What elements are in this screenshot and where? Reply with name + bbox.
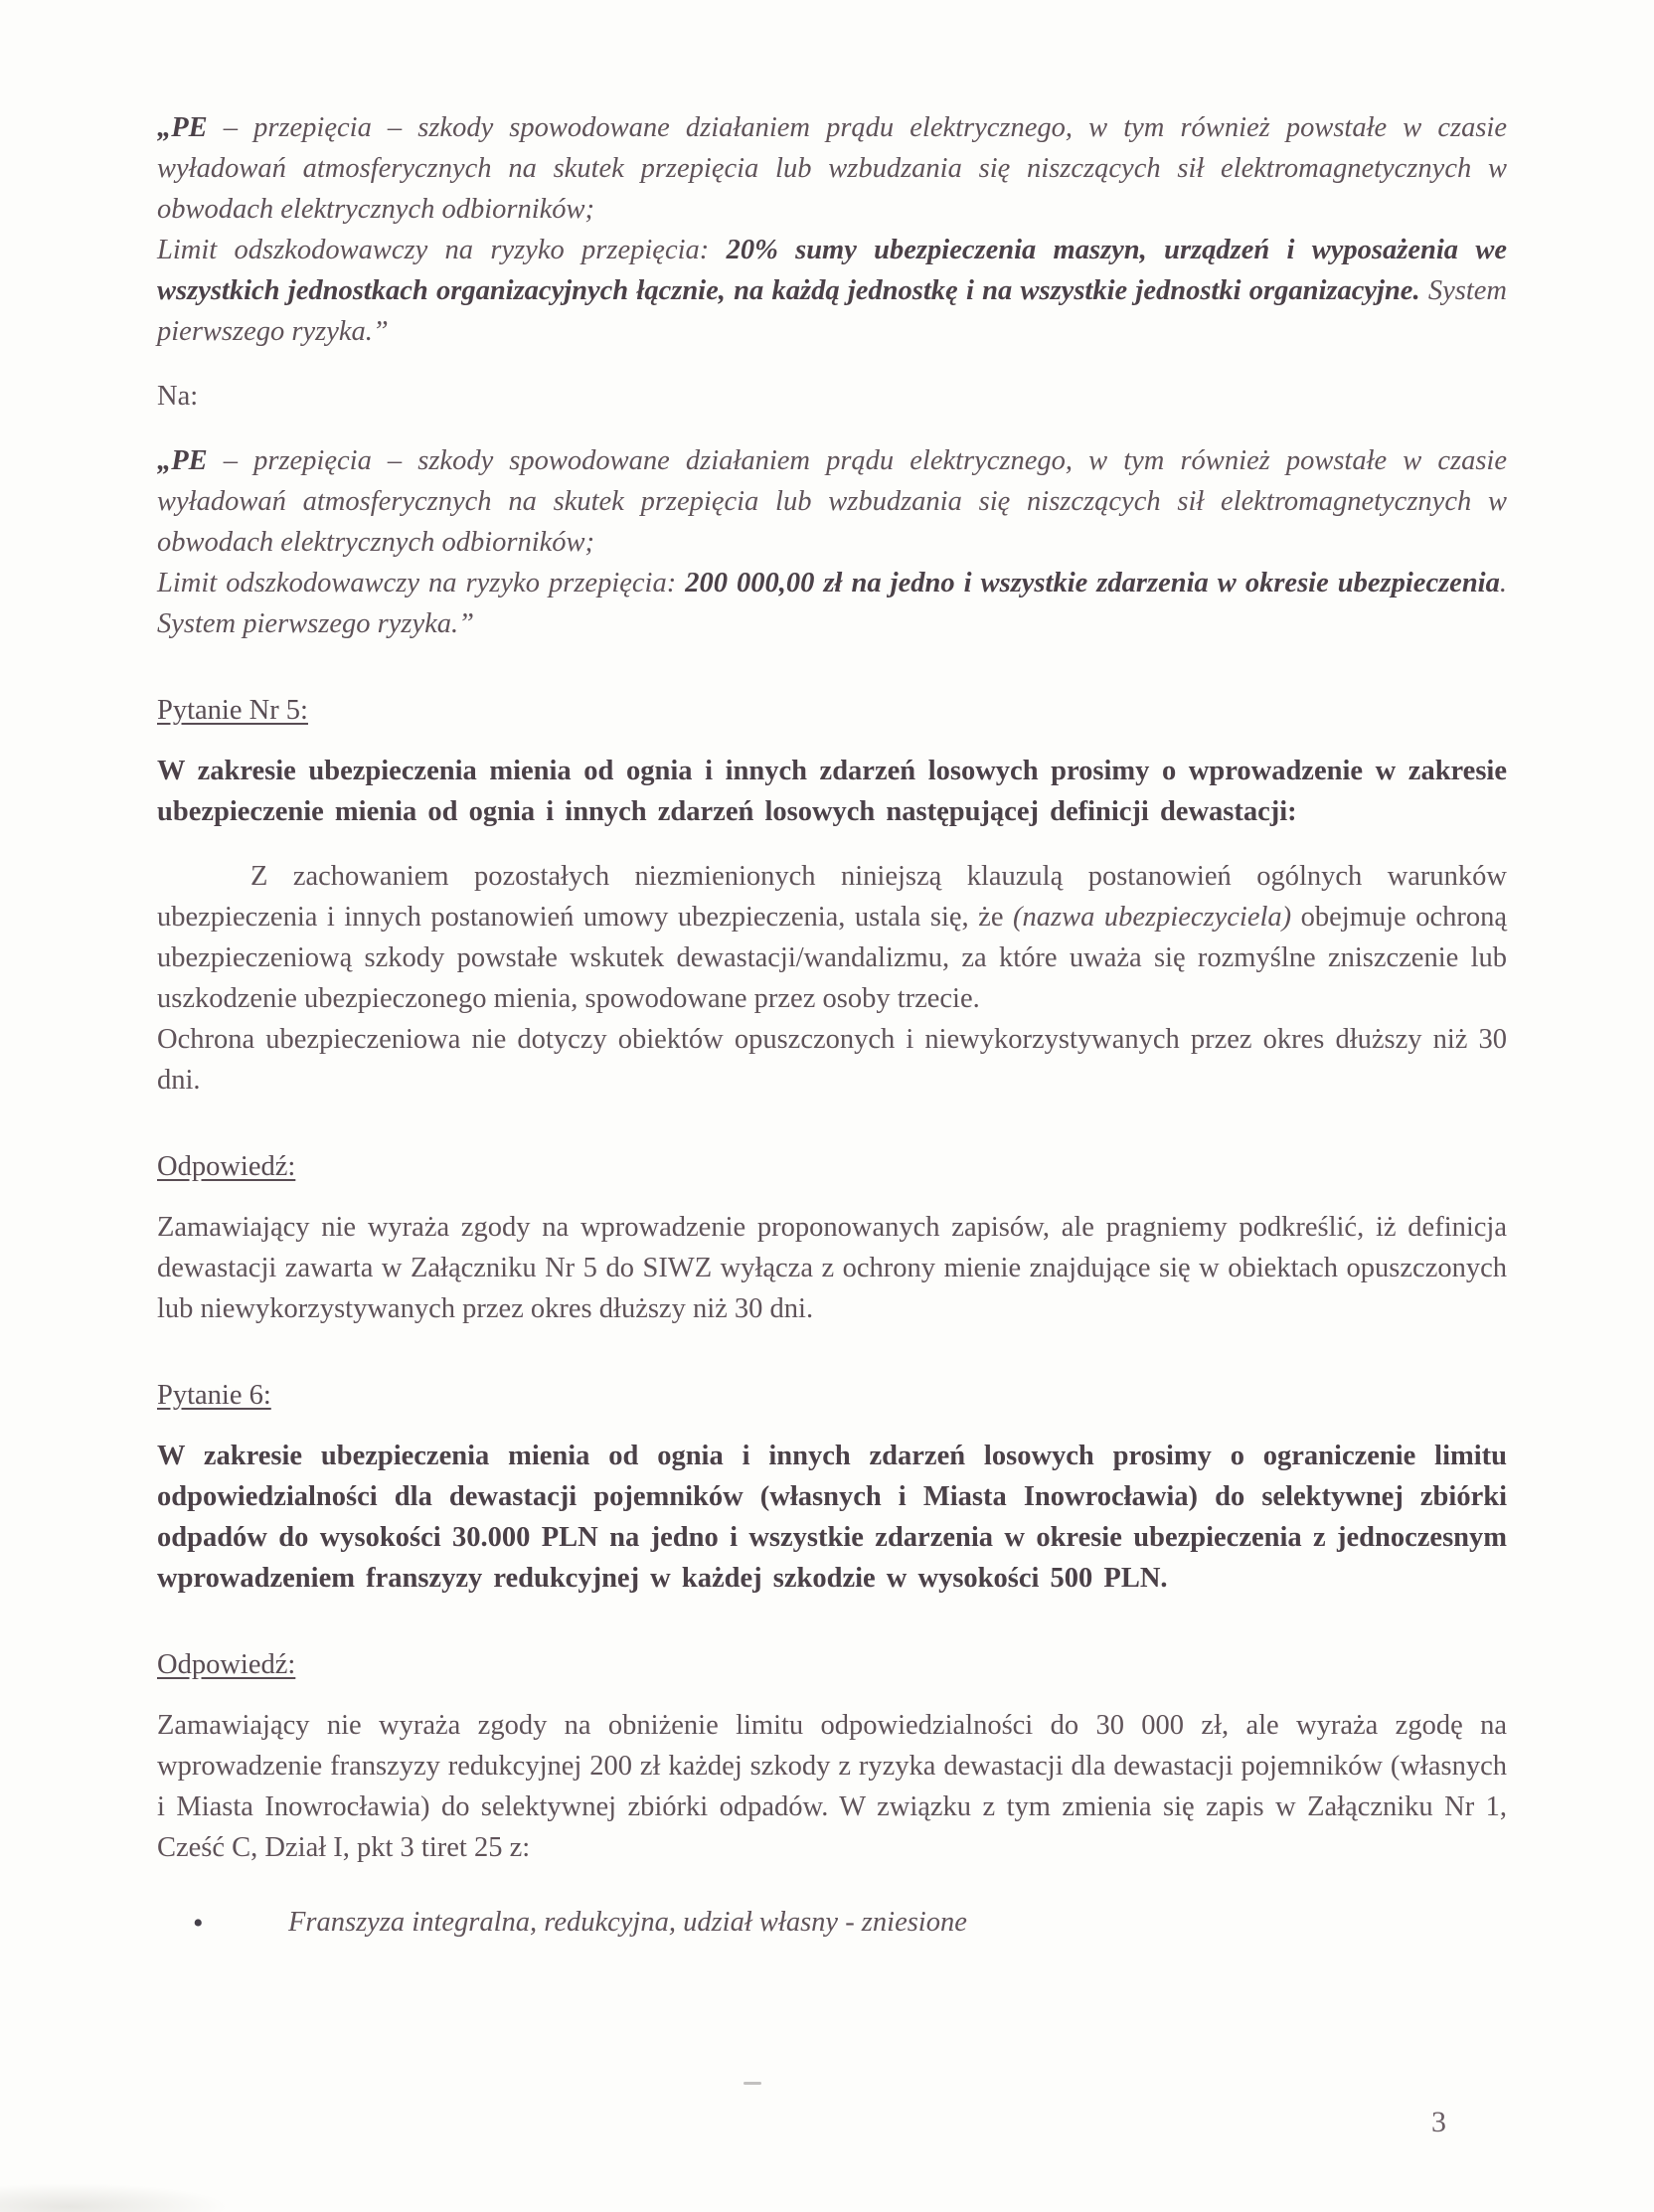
scan-artifact-dash [744, 2082, 761, 2085]
question5-definition [157, 856, 1507, 1019]
bullet-text: Franszyza integralna, redukcyjna, udział własny - zniesione [288, 1907, 967, 1938]
replace-label: Na: [157, 381, 199, 412]
bullet-icon: • [193, 1907, 204, 1940]
question5-definition-note: Ochrona ubezpieczeniowa nie dotyczy obiektów opuszczonych i niewykorzystywanych przez okres dłuższy niż 30 dni. [157, 1024, 1507, 1096]
quote-new-lead: „PE [157, 445, 208, 476]
question6-request: W zakresie ubezpieczenia mienia od ognia i innych zdarzeń losowych prosimy o ograniczenie limitu odpowiedzialności dla dewastacji pojemników (własnych i Miasta Inowrocławia) do selektywnej zbiórki odpadów do wysokości 30.000 PLN na jedno i wszystkie zdarzenia w okresie ubezpieczenia z jednoczesnym wprowadzeniem franszyzy redukcyjnej w każdej szkodzie w wysokości 500 PLN. [157, 1441, 1507, 1594]
quote-new-text: – przepięcia – szkody spowodowane działaniem prądu elektrycznego, w tym również powstałe w czasie wyładowań atmosferycznych na skutek przepięcia lub wzbudzania się niszczących sił elektromagnetycznych w obwodach elektrycznych odbiorników; [157, 445, 1507, 558]
quote-new-body [157, 440, 1507, 563]
quote-original-text: – przepięcia – szkody spowodowane działaniem prądu elektrycznego, w tym również powstałe w czasie wyładowań atmosferycznych na skutek przepięcia lub wzbudzania się niszczących sił elektromagnetycznych w obwodach elektrycznych odbiorników; [157, 112, 1507, 225]
quote-new-limit [157, 563, 1507, 644]
question5-answer: Zamawiający nie wyraża zgody na wprowadzenie proponowanych zapisów, ale pragniemy podkreślić, iż definicja dewastacji zawarta w Załączniku Nr 5 do SIWZ wyłącza z ochrony mienie znajdujące się w obiektach opuszczonych lub niewykorzystywanych przez okres dłuższy niż 30 dni. [157, 1212, 1507, 1324]
question6-heading: Pytanie 6: [157, 1380, 271, 1411]
quote-original-lead: „PE [157, 112, 208, 143]
definition-part2: obejmuje ochroną ubezpieczeniową szkody powstałe wskutek dewastacji/wandalizmu, za które uważa się rozmyślne zniszczenie lub uszkodzenie ubezpieczonego mienia, spowodowane przez osoby trzecie. [157, 902, 1507, 1014]
quote-original-body [157, 107, 1507, 230]
quote-new-limit-intro: Limit odszkodowawczy na ryzyko przepięcia: [157, 568, 686, 598]
list-item [157, 1902, 1507, 1943]
quote-original-closing: System pierwszego ryzyka.” [157, 275, 1507, 347]
quote-original-limit-intro: Limit odszkodowawczy na ryzyko przepięcia: [157, 235, 727, 265]
question6-answer-heading: Odpowiedź: [157, 1649, 296, 1680]
scan-artifact-smudge [0, 2183, 229, 2212]
quote-original-limit [157, 230, 1507, 352]
document-content [157, 107, 1507, 1943]
page-number: 3 [1431, 2106, 1446, 2138]
quote-new-closing: . System pierwszego ryzyka.” [157, 568, 1507, 639]
quote-new-limit-value: 200 000,00 zł na jedno i wszystkie zdarzenia w okresie ubezpieczenia [685, 568, 1500, 598]
question5-request: W zakresie ubezpieczenia mienia od ognia i innych zdarzeń losowych prosimy o wprowadzenie w zakresie ubezpieczenie mienia od ognia i innych zdarzeń losowych następującej definicji dewastacji: [157, 756, 1507, 827]
quote-original-limit-value: 20% sumy ubezpieczenia maszyn, urządzeń i wyposażenia we wszystkich jednostkach organizacyjnych łącznie, na każdą jednostkę i na wszystkie jednostki organizacyjne. [157, 235, 1507, 306]
definition-part1: Z zachowaniem pozostałych niezmienionych niniejszą klauzulą postanowień ogólnych warunków ubezpieczenia i innych postanowień umowy ubezpieczenia, ustala się, że [157, 861, 1507, 933]
question5-answer-heading: Odpowiedź: [157, 1151, 296, 1182]
question6-answer: Zamawiający nie wyraża zgody na obniżenie limitu odpowiedzialności do 30 000 zł, ale wyraża zgodę na wprowadzenie franszyzy redukcyjnej 200 zł każdej szkody z ryzyka dewastacji dla dewastacji pojemników (własnych i Miasta Inowrocławia) do selektywnej zbiórki odpadów. W związku z tym zmienia się zapis w Załączniku Nr 1, Cześć C, Dział I, pkt 3 tiret 25 z: [157, 1710, 1507, 1863]
definition-insurer-placeholder: (nazwa ubezpieczyciela) [1012, 902, 1292, 933]
question5-heading: Pytanie Nr 5: [157, 695, 308, 726]
